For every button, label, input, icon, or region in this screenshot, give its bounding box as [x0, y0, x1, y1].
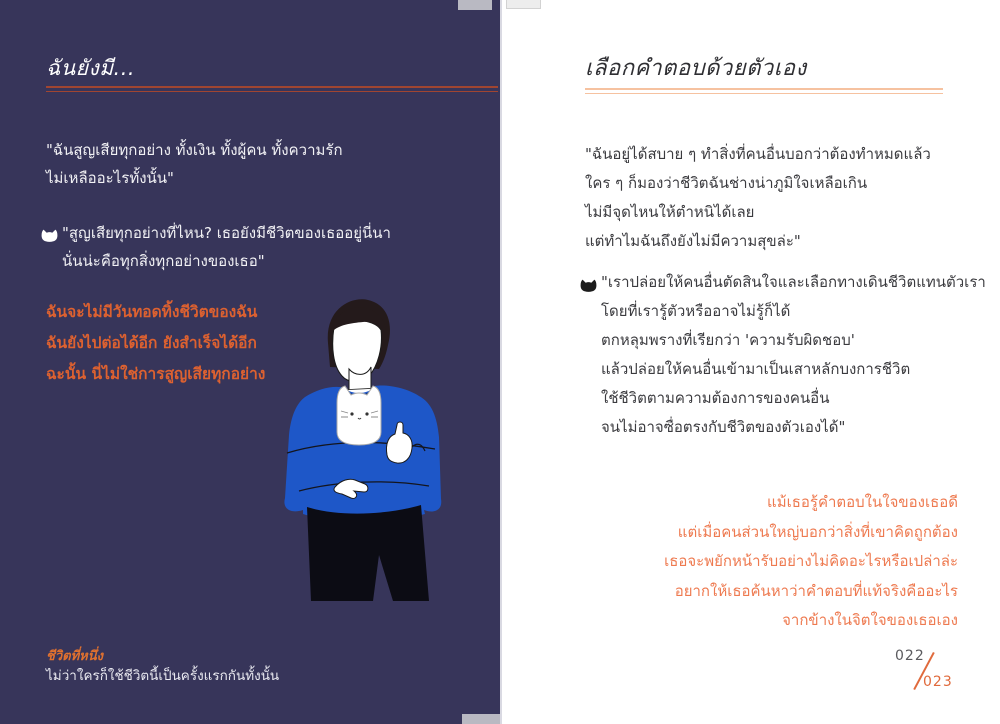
left-quote-1-line-1: "ฉันสูญเสียทุกอย่าง ทั้งเงิน ทั้งผู้คน ทั้งความรัก [46, 141, 343, 159]
right-highlight-line-2: แต่เมื่อคนส่วนใหญ่บอกว่าสิ่งที่เขาคิดถูกต้อง [677, 522, 958, 541]
left-highlight-line-1: ฉันจะไม่มีวันทอดทิ้งชีวิตของฉัน [46, 303, 258, 321]
left-page-title: ฉันยังมี... [46, 56, 136, 80]
left-quote-2-line-2: นั่นน่ะคือทุกสิ่งทุกอย่างของเธอ" [62, 252, 265, 270]
left-quote-2 [40, 219, 391, 275]
right-quote-2-line-3: ตกหลุมพรางที่เรียกว่า 'ความรับผิดชอบ' [601, 331, 855, 349]
man-holding-cat-illustration [275, 295, 447, 607]
page-number-block [893, 648, 957, 700]
left-quote-1-line-2: ไม่เหลืออะไรทั้งนั้น" [46, 169, 174, 187]
page-number-left: 022 [895, 648, 925, 664]
cat-head-icon [40, 224, 59, 252]
left-quote-2-line-1: "สูญเสียทุกอย่างที่ไหน? เธอยังมีชีวิตของเธออยู่นี่นา [62, 224, 391, 242]
right-page-title: เลือกคำตอบด้วยตัวเอง [585, 56, 807, 81]
right-title-underline [585, 88, 943, 94]
right-quote-2-line-5: ใช้ชีวิตตามความต้องการของคนอื่น [601, 389, 830, 407]
left-footer-book-title: ชีวิตที่หนึ่ง [46, 649, 103, 664]
bookmark-tab-bottom-left [462, 714, 500, 724]
right-quote-1-line-1: "ฉันอยู่ได้สบาย ๆ ทำสิ่งที่คนอื่นบอกว่าต้องทำหมดแล้ว [585, 145, 931, 163]
right-quote-1-line-4: แต่ทำไมฉันถึงยังไม่มีความสุขล่ะ" [585, 232, 801, 250]
cat-head-icon [579, 274, 598, 303]
right-highlight-line-5: จากข้างในจิตใจของเธอเอง [782, 611, 958, 629]
left-highlight-line-2: ฉันยังไปต่อได้อีก ยังสำเร็จได้อีก [46, 334, 257, 352]
right-quote-2 [579, 268, 986, 442]
right-quote-2-line-6: จนไม่อาจซื่อตรงกับชีวิตของตัวเองได้" [601, 418, 846, 436]
left-title-underline [46, 86, 498, 92]
page-number-right: 023 [923, 674, 953, 690]
right-highlight-line-4: อยากให้เธอค้นหาว่าคำตอบที่แท้จริงคืออะไร [674, 581, 958, 600]
right-quote-2-line-2: โดยที่เรารู้ตัวหรืออาจไม่รู้ก็ได้ [601, 302, 791, 320]
right-quote-2-line-1: "เราปล่อยให้คนอื่นตัดสินใจและเลือกทางเดินชีวิตแทนตัวเรา [601, 273, 986, 291]
left-quote-1 [46, 136, 343, 192]
left-highlight-text [46, 297, 265, 390]
right-highlight-line-3: เธอจะพยักหน้ารับอย่างไม่คิดอะไรหรือเปล่าล่ะ [664, 552, 958, 570]
left-footer-caption: ไม่ว่าใครก็ใช้ชีวิตนี้เป็นครั้งแรกกันทั้งนั้น [46, 668, 280, 684]
left-highlight-line-3: ฉะนั้น นี่ไม่ใช่การสูญเสียทุกอย่าง [46, 365, 266, 383]
right-quote-1-line-2: ใคร ๆ ก็มองว่าชีวิตฉันช่างน่าภูมิใจเหลือเกิน [585, 174, 868, 192]
right-highlight-line-1: แม้เธอรู้คำตอบในใจของเธอดี [767, 493, 958, 511]
right-quote-1-line-3: ไม่มีจุดไหนให้ตำหนิได้เลย [585, 203, 755, 221]
right-highlight-text [664, 488, 958, 636]
right-quote-1 [585, 140, 931, 256]
bookmark-tab-top-right [506, 0, 541, 9]
bookmark-tab-top-left [458, 0, 492, 10]
right-quote-2-line-4: แล้วปล่อยให้คนอื่นเข้ามาเป็นเสาหลักบงการชีวิต [601, 360, 911, 378]
